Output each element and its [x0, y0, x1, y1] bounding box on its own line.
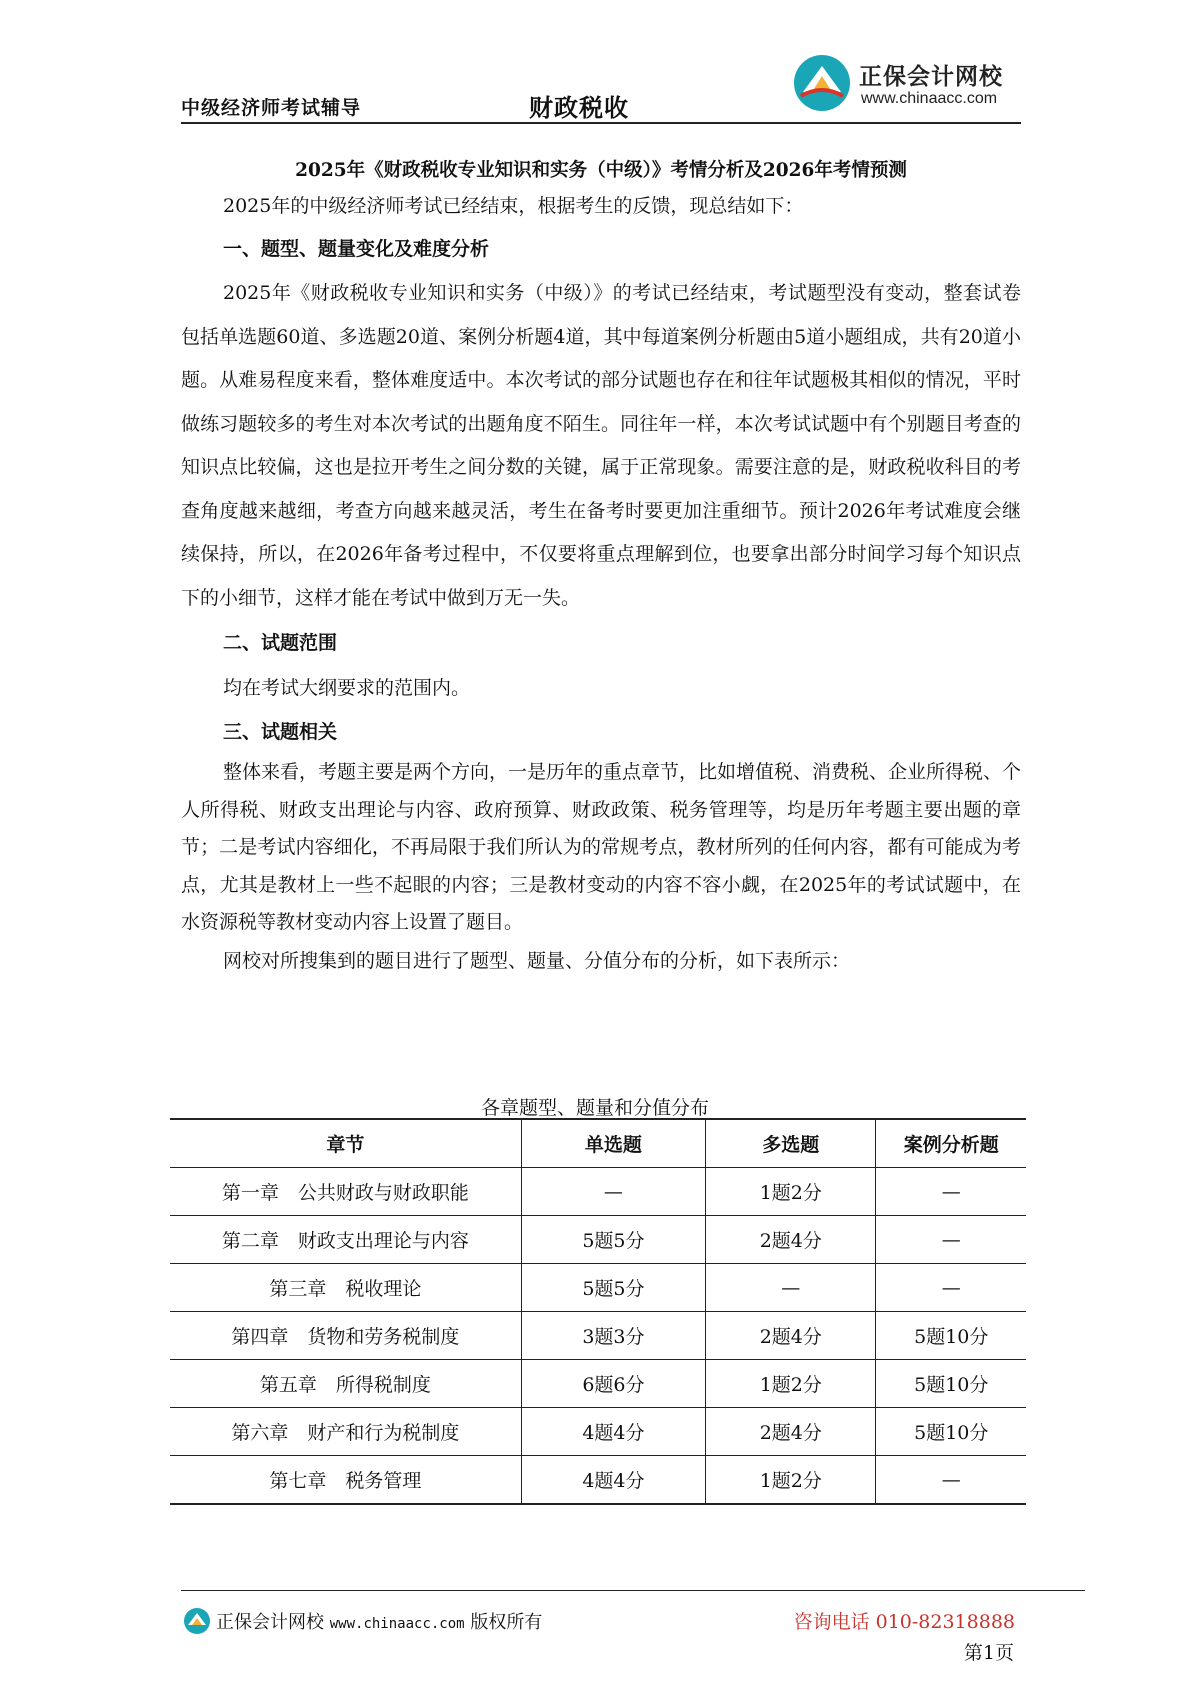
cell-multiple: 1题2分 — [706, 1360, 876, 1408]
footer-phone: 咨询电话 010-82318888 — [793, 1611, 1015, 1633]
cell-case: 5题10分 — [876, 1312, 1026, 1360]
logo-name: 正保会计网校 — [859, 64, 1003, 90]
distribution-table — [170, 1118, 1026, 1505]
cell-case: 5题10分 — [876, 1408, 1026, 1456]
table-row — [170, 1168, 1026, 1216]
intro-paragraph: 2025年的中级经济师考试已经结束，根据考生的反馈，现总结如下： — [223, 195, 804, 217]
cell-multiple: 1题2分 — [706, 1456, 876, 1505]
cell-case: 5题10分 — [876, 1360, 1026, 1408]
table-row — [170, 1408, 1026, 1456]
footer-copyright — [216, 1608, 542, 1634]
header-chapter: 章节 — [170, 1119, 521, 1168]
brand-logo[interactable] — [793, 52, 1021, 112]
cell-case: — — [876, 1456, 1026, 1505]
table-row — [170, 1312, 1026, 1360]
cell-chapter: 第二章 财政支出理论与内容 — [170, 1216, 521, 1264]
cell-single: 4题4分 — [521, 1408, 705, 1456]
section3-paragraph: 整体来看，考题主要是两个方向，一是历年的重点章节，比如增值税、消费税、企业所得税、个人所得税、财政支出理论与内容、政府预算、财政政策、税务管理等，均是历年考题主要出题的章节；二是考试内容细化，不再局限于我们所认为的常规考点，教材所列的任何内容，都有可能成为考点，尤其是教材上一些不起眼的内容；三是教材变动的内容不容小觑，在2025年的考试试题中，在水资源税等教材变动内容上设置了题目。 — [181, 761, 1022, 933]
cell-single: 5题5分 — [521, 1216, 705, 1264]
header-divider — [181, 122, 1021, 124]
table-row — [170, 1360, 1026, 1408]
table-intro-paragraph: 网校对所搜集到的题目进行了题型、题量、分值分布的分析，如下表所示： — [223, 949, 851, 972]
cell-chapter: 第三章 税收理论 — [170, 1264, 521, 1312]
cell-single: — — [521, 1168, 705, 1216]
footer-brand: 正保会计网校 — [216, 1612, 324, 1633]
header-subject: 财政税收 — [529, 93, 629, 122]
document-title: 2025年《财政税收专业知识和实务（中级）》考情分析及2026年考情预测 — [295, 160, 907, 181]
cell-case: — — [876, 1168, 1026, 1216]
table-caption: 各章题型、题量和分值分布 — [480, 1097, 709, 1119]
page-number: 第1页 — [963, 1642, 1014, 1664]
section2-paragraph: 均在考试大纲要求的范围内。 — [223, 677, 471, 699]
footer-logo-icon — [183, 1607, 211, 1635]
document-body — [181, 150, 1021, 980]
logo-url[interactable]: www.chinaacc.com — [861, 90, 998, 107]
header-multiple-choice: 多选题 — [706, 1119, 876, 1168]
section1-paragraph: 2025年《财政税收专业知识和实务（中级）》的考试已经结束，考试题型没有变动，整套试卷包括单选题60道、多选题20道、案例分析题4道，其中每道案例分析题由5道小题组成，共有20道小题。从难易程度来看，整体难度适中。本次考试的部分试题也存在和往年试题极其相似的情况，平时做练习题较多的考生对本次考试的出题角度不陌生。同往年一样，本次考试试题中有个别题目考查的知识点比较偏，这也是拉开考生之间分数的关键，属于正常现象。需要注意的是，财政税收科目的考查角度越来越细，考查方向越来越灵活，考生在备考时要更加注重细节。预计2026年考试难度会继续保持，所以，在2026年备考过程中，不仅要将重点理解到位，也要拿出部分时间学习每个知识点下的小细节，这样才能在考试中做到万无一失。 — [181, 282, 1021, 609]
cell-case: — — [876, 1264, 1026, 1312]
cell-multiple: 2题4分 — [706, 1408, 876, 1456]
page-header — [181, 50, 1021, 126]
cell-chapter: 第五章 所得税制度 — [170, 1360, 521, 1408]
cell-chapter: 第一章 公共财政与财政职能 — [170, 1168, 521, 1216]
cell-single: 6题6分 — [521, 1360, 705, 1408]
cell-multiple: — — [706, 1264, 876, 1312]
cell-single: 5题5分 — [521, 1264, 705, 1312]
header-case-analysis: 案例分析题 — [876, 1119, 1026, 1168]
cell-case: — — [876, 1216, 1026, 1264]
table-row — [170, 1216, 1026, 1264]
cell-chapter: 第四章 货物和劳务税制度 — [170, 1312, 521, 1360]
cell-multiple: 2题4分 — [706, 1216, 876, 1264]
logo-mark-icon — [793, 54, 851, 112]
cell-single: 4题4分 — [521, 1456, 705, 1505]
cell-multiple: 1题2分 — [706, 1168, 876, 1216]
section2-heading: 二、试题范围 — [223, 632, 338, 654]
header-left-text: 中级经济师考试辅导 — [181, 97, 362, 119]
table-row — [170, 1456, 1026, 1505]
header-single-choice: 单选题 — [521, 1119, 705, 1168]
table-header-row — [170, 1119, 1026, 1168]
footer-divider — [181, 1590, 1085, 1591]
table-row — [170, 1264, 1026, 1312]
cell-single: 3题3分 — [521, 1312, 705, 1360]
section3-heading: 三、试题相关 — [223, 721, 338, 743]
footer-url[interactable]: www.chinaacc.com — [329, 1616, 465, 1632]
cell-chapter: 第七章 税务管理 — [170, 1456, 521, 1505]
cell-multiple: 2题4分 — [706, 1312, 876, 1360]
section1-heading: 一、题型、题量变化及难度分析 — [223, 238, 490, 260]
cell-chapter: 第六章 财产和行为税制度 — [170, 1408, 521, 1456]
footer-rights: 版权所有 — [470, 1612, 543, 1633]
